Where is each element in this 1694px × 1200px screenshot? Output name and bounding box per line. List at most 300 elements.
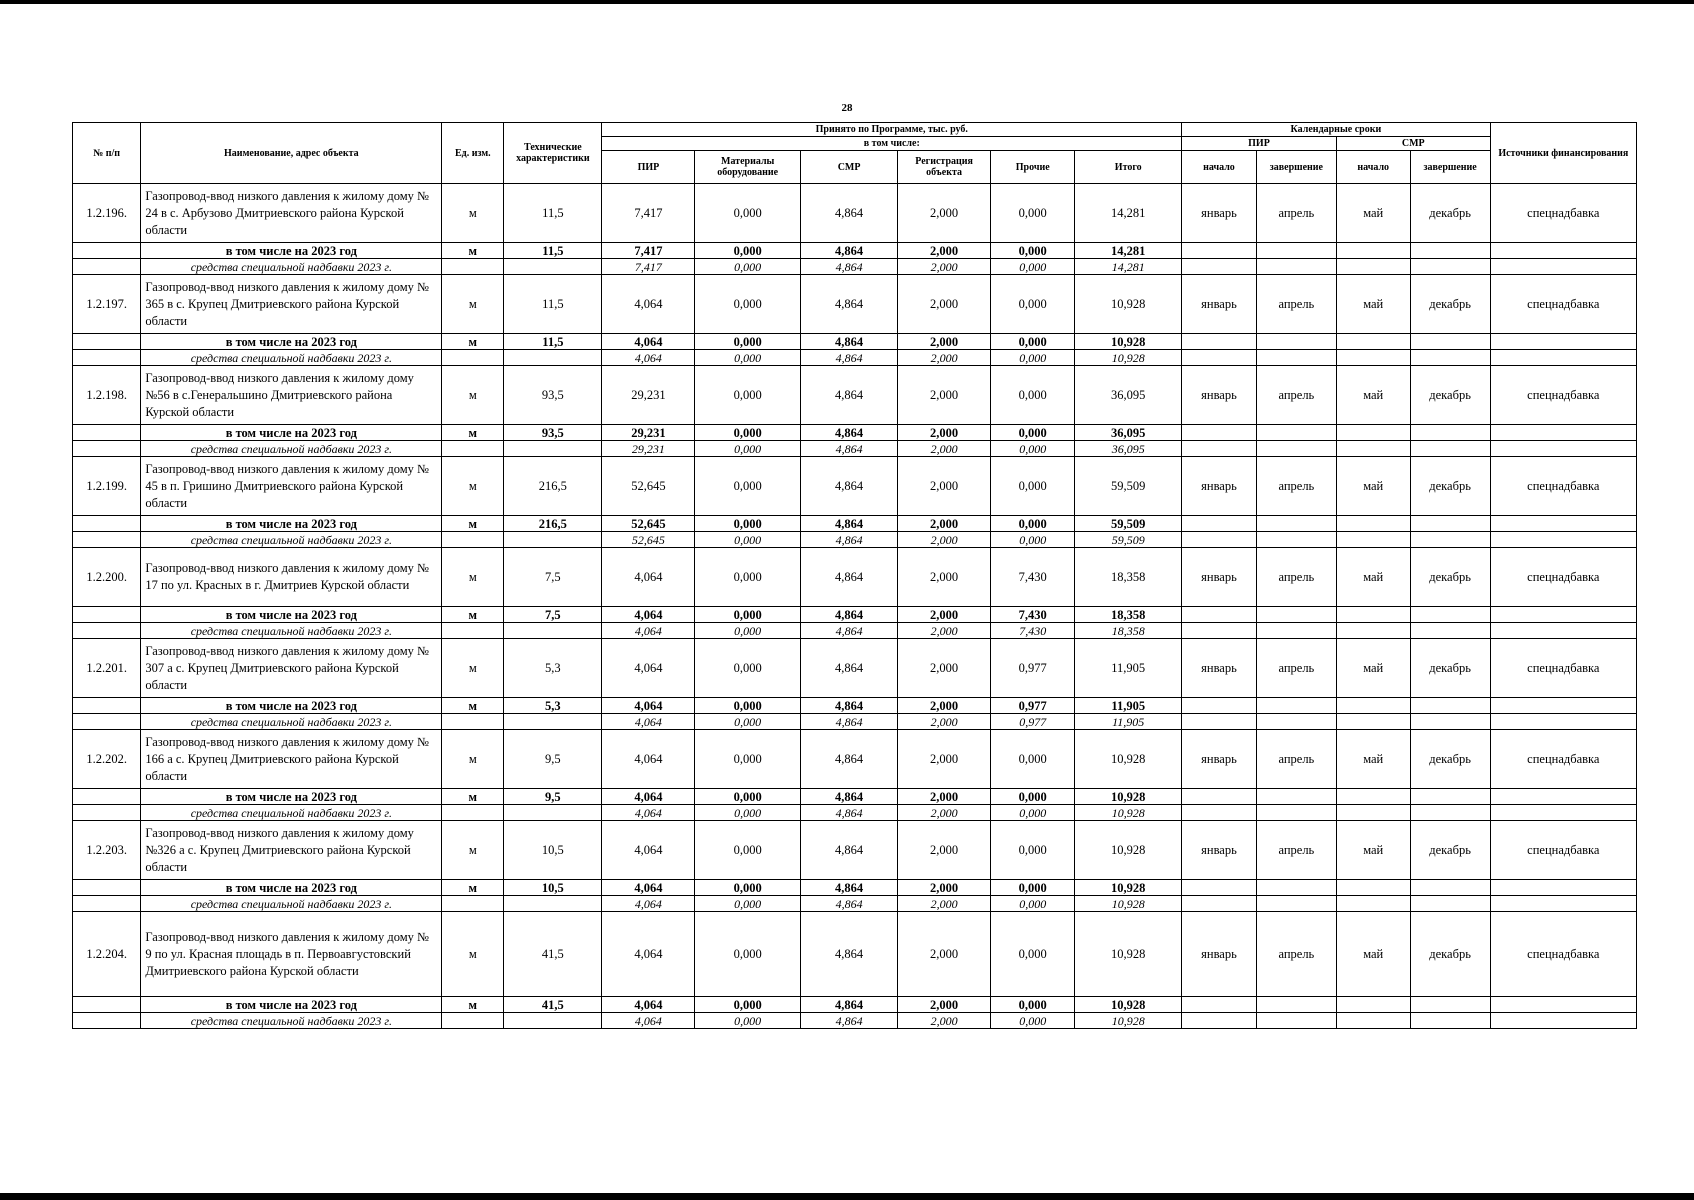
table-row-subtotal xyxy=(73,425,1637,441)
cell-source: спецнадбавка xyxy=(1490,457,1636,516)
cell-sum-other: 0,000 xyxy=(991,789,1075,805)
cell-fund-label: средства специальной надбавки 2023 г. xyxy=(141,259,442,275)
cell-pir-end: апрель xyxy=(1256,184,1336,243)
table-row xyxy=(73,730,1637,789)
cell-pir-start: январь xyxy=(1182,730,1257,789)
cell-source: спецнадбавка xyxy=(1490,912,1636,997)
cell-fund-materials: 0,000 xyxy=(695,714,801,730)
cell-empty xyxy=(1490,997,1636,1013)
cell-tech: 216,5 xyxy=(504,457,602,516)
cell-total: 59,509 xyxy=(1075,457,1182,516)
cell-fund-materials: 0,000 xyxy=(695,1013,801,1029)
cell-empty xyxy=(1410,714,1490,730)
cell-pir-start: январь xyxy=(1182,184,1257,243)
cell-empty xyxy=(1182,441,1257,457)
cell-pir-start: январь xyxy=(1182,912,1257,997)
cell-smr-start: май xyxy=(1336,730,1410,789)
header-smr-end: завершение xyxy=(1410,151,1490,184)
cell-empty xyxy=(73,714,141,730)
cell-sum-materials: 0,000 xyxy=(695,698,801,714)
cell-fund-label: средства специальной надбавки 2023 г. xyxy=(141,350,442,366)
table-row-subtotal xyxy=(73,880,1637,896)
cell-sum-unit: м xyxy=(442,243,504,259)
cell-sum-label: в том числе на 2023 год xyxy=(141,997,442,1013)
cell-sum-smr: 4,864 xyxy=(801,789,898,805)
cell-empty xyxy=(1256,789,1336,805)
cell-pir-end: апрель xyxy=(1256,275,1336,334)
cell-fund-smr: 4,864 xyxy=(801,1013,898,1029)
cell-tech: 7,5 xyxy=(504,548,602,607)
cell-sum-unit: м xyxy=(442,425,504,441)
cell-pir-end: апрель xyxy=(1256,457,1336,516)
cell-other: 7,430 xyxy=(991,548,1075,607)
cell-name: Газопровод-ввод низкого давления к жилому дому № 166 а с. Крупец Дмитриевского района Курской области xyxy=(141,730,442,789)
cell-num: 1.2.196. xyxy=(73,184,141,243)
cell-fund-pir: 4,064 xyxy=(602,805,695,821)
cell-smr-start: май xyxy=(1336,639,1410,698)
cell-empty xyxy=(1256,441,1336,457)
cell-tech: 11,5 xyxy=(504,184,602,243)
cell-empty xyxy=(1336,441,1410,457)
cell-pir: 29,231 xyxy=(602,366,695,425)
cell-sum-other: 0,000 xyxy=(991,334,1075,350)
cell-sum-total: 18,358 xyxy=(1075,607,1182,623)
cell-sum-pir: 4,064 xyxy=(602,334,695,350)
cell-sum-smr: 4,864 xyxy=(801,880,898,896)
cell-sum-registration: 2,000 xyxy=(898,698,991,714)
cell-fund-smr: 4,864 xyxy=(801,896,898,912)
cell-empty xyxy=(442,532,504,548)
cell-registration: 2,000 xyxy=(898,730,991,789)
cell-sum-registration: 2,000 xyxy=(898,607,991,623)
cell-empty xyxy=(504,350,602,366)
cell-fund-smr: 4,864 xyxy=(801,714,898,730)
cell-empty xyxy=(1182,789,1257,805)
cell-tech: 41,5 xyxy=(504,912,602,997)
cell-other: 0,000 xyxy=(991,821,1075,880)
cell-sum-materials: 0,000 xyxy=(695,334,801,350)
cell-fund-pir: 4,064 xyxy=(602,350,695,366)
cell-empty xyxy=(1410,805,1490,821)
cell-sum-label: в том числе на 2023 год xyxy=(141,425,442,441)
cell-sum-smr: 4,864 xyxy=(801,698,898,714)
cell-sum-other: 0,000 xyxy=(991,997,1075,1013)
cell-empty xyxy=(1336,997,1410,1013)
cell-pir-start: январь xyxy=(1182,639,1257,698)
cell-empty xyxy=(1256,350,1336,366)
cell-empty xyxy=(1336,789,1410,805)
cell-unit: м xyxy=(442,366,504,425)
cell-empty xyxy=(1490,714,1636,730)
header-smr: СМР xyxy=(801,151,898,184)
cell-name: Газопровод-ввод низкого давления к жилому дому № 365 в с. Крупец Дмитриевского района Курской области xyxy=(141,275,442,334)
cell-empty xyxy=(1336,243,1410,259)
cell-smr-start: май xyxy=(1336,457,1410,516)
header-including: в том числе: xyxy=(602,137,1182,151)
cell-sum-label: в том числе на 2023 год xyxy=(141,698,442,714)
cell-materials: 0,000 xyxy=(695,366,801,425)
cell-fund-other: 0,000 xyxy=(991,896,1075,912)
cell-materials: 0,000 xyxy=(695,184,801,243)
cell-sum-materials: 0,000 xyxy=(695,880,801,896)
cell-sum-unit: м xyxy=(442,997,504,1013)
cell-materials: 0,000 xyxy=(695,457,801,516)
cell-smr-start: май xyxy=(1336,184,1410,243)
header-other: Прочие xyxy=(991,151,1075,184)
cell-num: 1.2.199. xyxy=(73,457,141,516)
cell-empty xyxy=(1490,243,1636,259)
cell-pir: 7,417 xyxy=(602,184,695,243)
cell-empty xyxy=(1256,607,1336,623)
cell-unit: м xyxy=(442,730,504,789)
cell-empty xyxy=(1490,789,1636,805)
cell-fund-smr: 4,864 xyxy=(801,350,898,366)
table-row xyxy=(73,184,1637,243)
header-name: Наименование, адрес объекта xyxy=(141,123,442,184)
cell-empty xyxy=(1336,896,1410,912)
cell-fund-registration: 2,000 xyxy=(898,532,991,548)
cell-fund-pir: 4,064 xyxy=(602,623,695,639)
cell-fund-pir: 7,417 xyxy=(602,259,695,275)
cell-name: Газопровод-ввод низкого давления к жилому дому № 24 в с. Арбузово Дмитриевского района Курской области xyxy=(141,184,442,243)
cell-fund-other: 0,000 xyxy=(991,441,1075,457)
cell-other: 0,000 xyxy=(991,730,1075,789)
cell-empty xyxy=(73,259,141,275)
cell-sum-pir: 4,064 xyxy=(602,607,695,623)
cell-fund-registration: 2,000 xyxy=(898,350,991,366)
header-pir: ПИР xyxy=(602,151,695,184)
cell-pir-end: апрель xyxy=(1256,639,1336,698)
cell-sum-tech: 10,5 xyxy=(504,880,602,896)
cell-num: 1.2.204. xyxy=(73,912,141,997)
cell-smr-end: декабрь xyxy=(1410,275,1490,334)
cell-empty xyxy=(1336,880,1410,896)
cell-sum-pir: 52,645 xyxy=(602,516,695,532)
cell-unit: м xyxy=(442,912,504,997)
cell-fund-other: 0,000 xyxy=(991,259,1075,275)
table-row xyxy=(73,457,1637,516)
cell-num: 1.2.198. xyxy=(73,366,141,425)
cell-tech: 11,5 xyxy=(504,275,602,334)
cell-empty xyxy=(1336,516,1410,532)
cell-unit: м xyxy=(442,639,504,698)
header-sources: Источники финансирования xyxy=(1490,123,1636,184)
cell-empty xyxy=(504,532,602,548)
cell-empty xyxy=(1490,896,1636,912)
cell-empty xyxy=(1256,714,1336,730)
cell-smr-end: декабрь xyxy=(1410,548,1490,607)
cell-smr-end: декабрь xyxy=(1410,184,1490,243)
cell-sum-materials: 0,000 xyxy=(695,243,801,259)
table-row xyxy=(73,548,1637,607)
header-pir-end: завершение xyxy=(1256,151,1336,184)
cell-sum-pir: 4,064 xyxy=(602,880,695,896)
cell-empty xyxy=(73,1013,141,1029)
cell-fund-total: 10,928 xyxy=(1075,350,1182,366)
scan-edge-bottom xyxy=(0,1193,1694,1200)
header-smr-start: начало xyxy=(1336,151,1410,184)
cell-empty xyxy=(1490,334,1636,350)
cell-empty xyxy=(1256,259,1336,275)
cell-empty xyxy=(1490,441,1636,457)
cell-fund-smr: 4,864 xyxy=(801,259,898,275)
cell-registration: 2,000 xyxy=(898,184,991,243)
cell-sum-total: 10,928 xyxy=(1075,334,1182,350)
cell-sum-registration: 2,000 xyxy=(898,997,991,1013)
cell-unit: м xyxy=(442,275,504,334)
cell-registration: 2,000 xyxy=(898,912,991,997)
cell-fund-pir: 29,231 xyxy=(602,441,695,457)
cell-sum-tech: 216,5 xyxy=(504,516,602,532)
cell-smr-end: декабрь xyxy=(1410,639,1490,698)
cell-sum-smr: 4,864 xyxy=(801,607,898,623)
cell-empty xyxy=(1256,880,1336,896)
cell-fund-pir: 4,064 xyxy=(602,896,695,912)
cell-empty xyxy=(73,896,141,912)
cell-sum-total: 59,509 xyxy=(1075,516,1182,532)
cell-fund-total: 10,928 xyxy=(1075,1013,1182,1029)
cell-fund-total: 10,928 xyxy=(1075,896,1182,912)
cell-fund-label: средства специальной надбавки 2023 г. xyxy=(141,714,442,730)
cell-sum-smr: 4,864 xyxy=(801,243,898,259)
cell-fund-materials: 0,000 xyxy=(695,441,801,457)
cell-sum-tech: 11,5 xyxy=(504,243,602,259)
cell-sum-label: в том числе на 2023 год xyxy=(141,607,442,623)
cell-name: Газопровод-ввод низкого давления к жилому дому №326 а с. Крупец Дмитриевского района Курской области xyxy=(141,821,442,880)
cell-num: 1.2.197. xyxy=(73,275,141,334)
cell-empty xyxy=(1490,350,1636,366)
cell-sum-tech: 9,5 xyxy=(504,789,602,805)
cell-registration: 2,000 xyxy=(898,457,991,516)
cell-empty xyxy=(73,350,141,366)
header-unit: Ед. изм. xyxy=(442,123,504,184)
cell-empty xyxy=(1256,425,1336,441)
budget-table xyxy=(72,122,1637,1029)
cell-source: спецнадбавка xyxy=(1490,639,1636,698)
table-row xyxy=(73,366,1637,425)
table-row-funding xyxy=(73,896,1637,912)
cell-sum-total: 14,281 xyxy=(1075,243,1182,259)
table-row xyxy=(73,912,1637,997)
cell-materials: 0,000 xyxy=(695,548,801,607)
cell-sum-label: в том числе на 2023 год xyxy=(141,880,442,896)
cell-empty xyxy=(1490,516,1636,532)
table-row-funding xyxy=(73,623,1637,639)
cell-smr: 4,864 xyxy=(801,366,898,425)
cell-sum-registration: 2,000 xyxy=(898,789,991,805)
cell-fund-label: средства специальной надбавки 2023 г. xyxy=(141,623,442,639)
cell-pir-end: апрель xyxy=(1256,366,1336,425)
cell-empty xyxy=(1182,896,1257,912)
cell-fund-total: 14,281 xyxy=(1075,259,1182,275)
cell-empty xyxy=(1182,1013,1257,1029)
cell-source: спецнадбавка xyxy=(1490,730,1636,789)
cell-tech: 5,3 xyxy=(504,639,602,698)
cell-empty xyxy=(73,623,141,639)
cell-sum-tech: 41,5 xyxy=(504,997,602,1013)
cell-fund-label: средства специальной надбавки 2023 г. xyxy=(141,532,442,548)
cell-name: Газопровод-ввод низкого давления к жилому дому № 307 а с. Крупец Дмитриевского района Курской области xyxy=(141,639,442,698)
cell-empty xyxy=(1410,698,1490,714)
cell-other: 0,000 xyxy=(991,912,1075,997)
cell-smr: 4,864 xyxy=(801,730,898,789)
header-pir-start: начало xyxy=(1182,151,1257,184)
table-row-subtotal xyxy=(73,334,1637,350)
cell-sum-materials: 0,000 xyxy=(695,516,801,532)
cell-fund-total: 18,358 xyxy=(1075,623,1182,639)
scan-edge-top xyxy=(0,0,1694,4)
cell-pir: 4,064 xyxy=(602,912,695,997)
cell-empty xyxy=(1490,425,1636,441)
cell-fund-label: средства специальной надбавки 2023 г. xyxy=(141,1013,442,1029)
cell-sum-registration: 2,000 xyxy=(898,516,991,532)
cell-fund-registration: 2,000 xyxy=(898,896,991,912)
cell-sum-total: 10,928 xyxy=(1075,880,1182,896)
cell-smr: 4,864 xyxy=(801,821,898,880)
cell-empty xyxy=(1336,259,1410,275)
cell-smr-end: декабрь xyxy=(1410,821,1490,880)
cell-fund-other: 0,000 xyxy=(991,1013,1075,1029)
cell-empty xyxy=(73,789,141,805)
cell-fund-smr: 4,864 xyxy=(801,805,898,821)
cell-unit: м xyxy=(442,548,504,607)
cell-empty xyxy=(442,350,504,366)
cell-smr: 4,864 xyxy=(801,275,898,334)
cell-sum-pir: 29,231 xyxy=(602,425,695,441)
cell-num: 1.2.203. xyxy=(73,821,141,880)
cell-empty xyxy=(504,896,602,912)
cell-sum-pir: 4,064 xyxy=(602,997,695,1013)
cell-fund-label: средства специальной надбавки 2023 г. xyxy=(141,441,442,457)
cell-empty xyxy=(1182,532,1257,548)
cell-fund-materials: 0,000 xyxy=(695,805,801,821)
cell-empty xyxy=(1410,259,1490,275)
table-row xyxy=(73,821,1637,880)
cell-empty xyxy=(1410,623,1490,639)
cell-empty xyxy=(442,805,504,821)
cell-num: 1.2.202. xyxy=(73,730,141,789)
cell-name: Газопровод-ввод низкого давления к жилому дому № 9 по ул. Красная площадь в п. Первоавгустовский Дмитриевского района Курской области xyxy=(141,912,442,997)
cell-empty xyxy=(1336,714,1410,730)
cell-pir-start: январь xyxy=(1182,821,1257,880)
cell-num: 1.2.200. xyxy=(73,548,141,607)
cell-sum-unit: м xyxy=(442,698,504,714)
cell-empty xyxy=(1490,623,1636,639)
cell-smr-start: май xyxy=(1336,821,1410,880)
table-row-subtotal xyxy=(73,243,1637,259)
cell-empty xyxy=(504,805,602,821)
cell-sum-total: 11,905 xyxy=(1075,698,1182,714)
cell-sum-label: в том числе на 2023 год xyxy=(141,334,442,350)
cell-empty xyxy=(1336,623,1410,639)
cell-pir-end: апрель xyxy=(1256,912,1336,997)
cell-smr: 4,864 xyxy=(801,548,898,607)
cell-fund-total: 10,928 xyxy=(1075,805,1182,821)
cell-smr-end: декабрь xyxy=(1410,912,1490,997)
cell-name: Газопровод-ввод низкого давления к жилому дому № 45 в п. Гришино Дмитриевского района Курской области xyxy=(141,457,442,516)
table-row-subtotal xyxy=(73,607,1637,623)
cell-pir-start: январь xyxy=(1182,366,1257,425)
cell-smr: 4,864 xyxy=(801,457,898,516)
cell-empty xyxy=(504,259,602,275)
cell-empty xyxy=(1256,243,1336,259)
table-row-funding xyxy=(73,532,1637,548)
table-row xyxy=(73,275,1637,334)
cell-fund-other: 0,000 xyxy=(991,350,1075,366)
cell-sum-tech: 11,5 xyxy=(504,334,602,350)
cell-empty xyxy=(1490,532,1636,548)
cell-empty xyxy=(1256,334,1336,350)
cell-empty xyxy=(1490,698,1636,714)
cell-sum-unit: м xyxy=(442,789,504,805)
cell-sum-total: 36,095 xyxy=(1075,425,1182,441)
cell-fund-total: 36,095 xyxy=(1075,441,1182,457)
cell-other: 0,000 xyxy=(991,184,1075,243)
cell-empty xyxy=(442,259,504,275)
cell-fund-smr: 4,864 xyxy=(801,623,898,639)
cell-empty xyxy=(1182,334,1257,350)
cell-empty xyxy=(73,698,141,714)
cell-sum-other: 0,000 xyxy=(991,425,1075,441)
cell-sum-pir: 7,417 xyxy=(602,243,695,259)
cell-fund-registration: 2,000 xyxy=(898,441,991,457)
cell-empty xyxy=(1490,880,1636,896)
cell-source: спецнадбавка xyxy=(1490,548,1636,607)
cell-sum-tech: 7,5 xyxy=(504,607,602,623)
cell-tech: 10,5 xyxy=(504,821,602,880)
cell-total: 36,095 xyxy=(1075,366,1182,425)
cell-fund-pir: 4,064 xyxy=(602,714,695,730)
cell-empty xyxy=(1410,516,1490,532)
cell-sum-total: 10,928 xyxy=(1075,789,1182,805)
cell-empty xyxy=(1490,259,1636,275)
cell-total: 10,928 xyxy=(1075,821,1182,880)
cell-sum-tech: 93,5 xyxy=(504,425,602,441)
cell-sum-total: 10,928 xyxy=(1075,997,1182,1013)
cell-empty xyxy=(73,425,141,441)
cell-empty xyxy=(1182,997,1257,1013)
cell-empty xyxy=(504,441,602,457)
cell-pir-start: январь xyxy=(1182,548,1257,607)
cell-sum-other: 0,000 xyxy=(991,243,1075,259)
cell-registration: 2,000 xyxy=(898,548,991,607)
cell-source: спецнадбавка xyxy=(1490,184,1636,243)
table-row xyxy=(73,639,1637,698)
cell-sum-materials: 0,000 xyxy=(695,425,801,441)
cell-sum-smr: 4,864 xyxy=(801,334,898,350)
cell-pir: 4,064 xyxy=(602,730,695,789)
cell-empty xyxy=(442,714,504,730)
cell-fund-other: 0,977 xyxy=(991,714,1075,730)
cell-empty xyxy=(1336,532,1410,548)
cell-empty xyxy=(1182,623,1257,639)
cell-total: 18,358 xyxy=(1075,548,1182,607)
cell-source: спецнадбавка xyxy=(1490,821,1636,880)
cell-empty xyxy=(1256,698,1336,714)
cell-fund-total: 11,905 xyxy=(1075,714,1182,730)
cell-sum-smr: 4,864 xyxy=(801,425,898,441)
cell-empty xyxy=(1182,607,1257,623)
cell-empty xyxy=(1182,516,1257,532)
cell-empty xyxy=(1256,805,1336,821)
cell-pir-start: январь xyxy=(1182,275,1257,334)
cell-empty xyxy=(1410,350,1490,366)
cell-empty xyxy=(1182,350,1257,366)
cell-empty xyxy=(1182,259,1257,275)
cell-empty xyxy=(1410,441,1490,457)
cell-empty xyxy=(1410,334,1490,350)
cell-name: Газопровод-ввод низкого давления к жилому дому №56 в с.Генеральшино Дмитриевского района Курской области xyxy=(141,366,442,425)
